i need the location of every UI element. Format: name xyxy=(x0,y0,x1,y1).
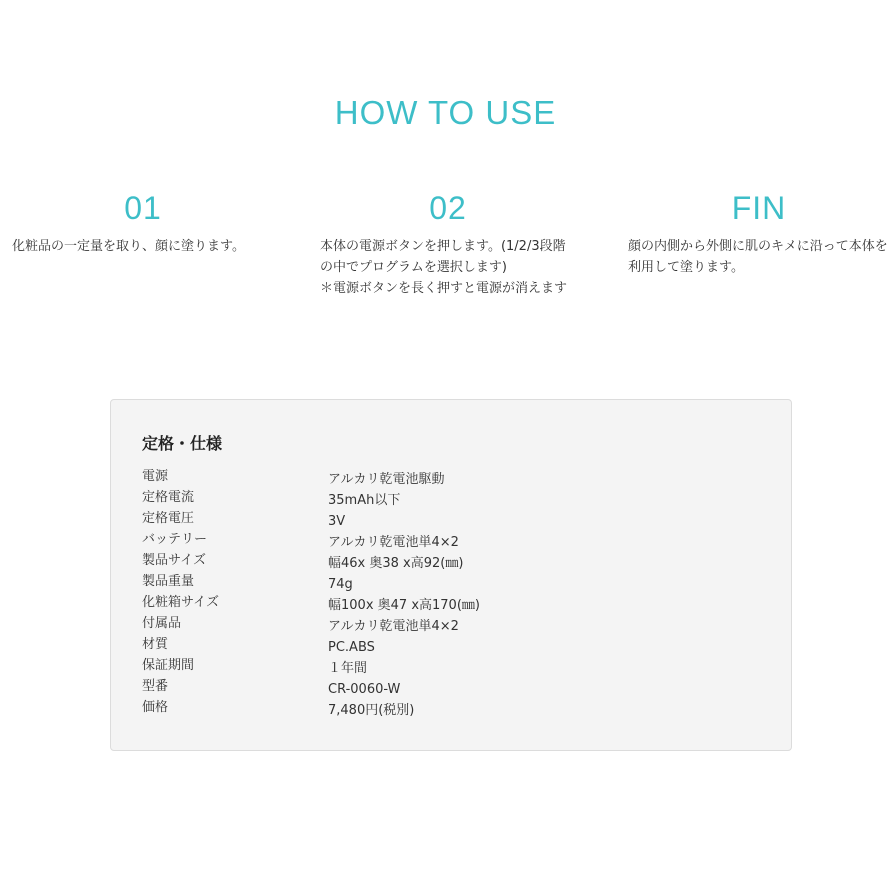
spec-label: 保証期間 xyxy=(142,658,195,673)
step-number: 02 xyxy=(429,190,467,226)
step-number: FIN xyxy=(731,190,787,226)
spec-value: PC.ABS xyxy=(328,640,375,655)
how-to-use-heading: HOW TO USE xyxy=(334,94,557,131)
spec-value: 35mAh以下 xyxy=(328,493,401,508)
step-fin xyxy=(628,188,890,278)
spec-panel xyxy=(110,399,792,751)
spec-title: 定格・仕様 xyxy=(142,434,223,453)
spec-label: バッテリー xyxy=(142,532,208,547)
spec-value: 7,480円(税別) xyxy=(328,703,415,718)
spec-label-list xyxy=(142,466,219,718)
spec-value: 幅100x 奥47 x高170(㎜) xyxy=(328,598,480,613)
spec-value: 幅46x 奥38 x高92(㎜) xyxy=(328,556,464,571)
spec-label: 製品重量 xyxy=(142,574,195,589)
spec-value: CR-0060-W xyxy=(328,682,401,697)
spec-label: 製品サイズ xyxy=(142,553,206,568)
spec-value: 74g xyxy=(328,577,353,592)
spec-value: 3V xyxy=(328,514,346,529)
step-02 xyxy=(320,188,576,299)
step-description: 本体の電源ボタンを押します。(1/2/3段階の中でプログラムを選択します) ＊電源ボタンを長く押すと電源が消えます xyxy=(320,239,568,296)
step-number: 01 xyxy=(124,190,162,226)
spec-label: 定格電圧 xyxy=(142,511,195,526)
step-01 xyxy=(12,188,274,257)
spec-value-list xyxy=(328,469,480,721)
step-description: 化粧品の一定量を取り、顔に塗ります。 xyxy=(12,239,245,254)
spec-label: 定格電流 xyxy=(142,490,195,505)
spec-label: 付属品 xyxy=(142,616,182,631)
spec-value: アルカリ乾電池駆動 xyxy=(328,472,445,487)
spec-label: 材質 xyxy=(142,637,169,652)
spec-label: 電源 xyxy=(142,469,169,484)
spec-label: 価格 xyxy=(142,700,169,715)
spec-value: アルカリ乾電池単4×2 xyxy=(328,535,459,550)
spec-value: １年間 xyxy=(328,661,368,676)
spec-label: 型番 xyxy=(142,679,169,694)
spec-value: アルカリ乾電池単4×2 xyxy=(328,619,459,634)
spec-label: 化粧箱サイズ xyxy=(142,595,219,610)
step-description: 顔の内側から外側に肌のキメに沿って本体を利用して塗ります。 xyxy=(628,239,888,275)
